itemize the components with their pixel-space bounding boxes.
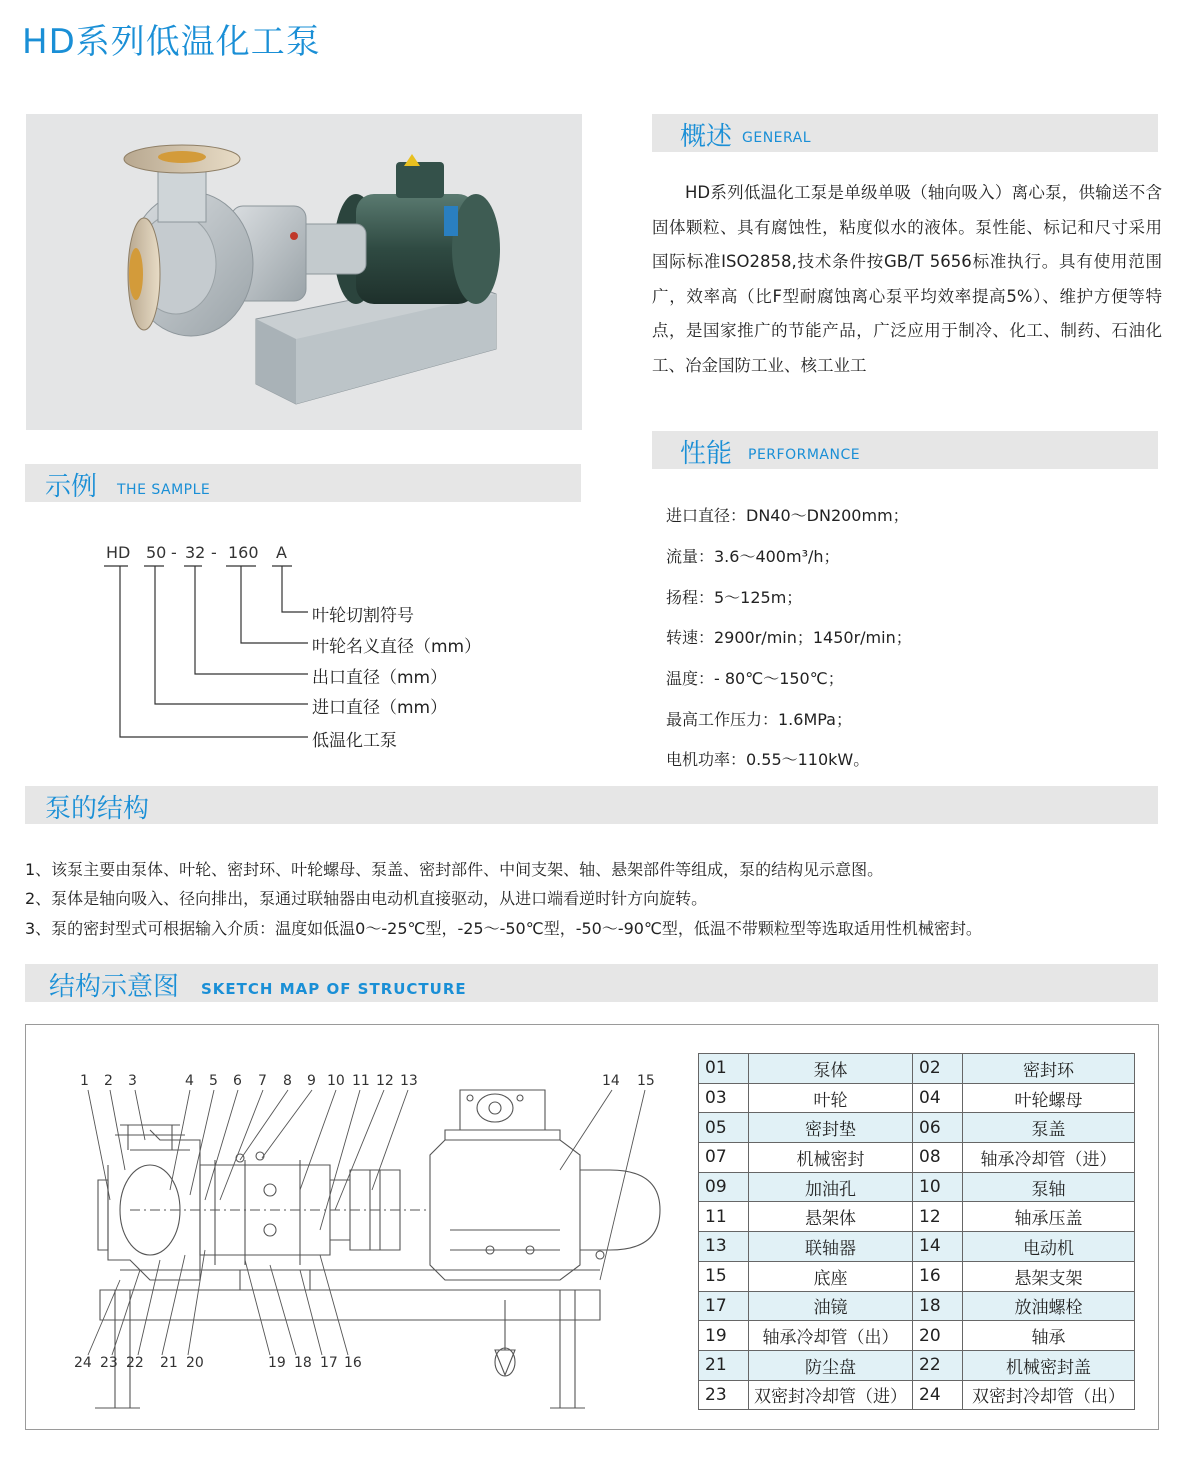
part-number: 21	[699, 1350, 749, 1380]
parts-table-row	[699, 1202, 1135, 1232]
sketch-heading: 结构示意图	[49, 972, 180, 1002]
part-name: 轴承	[963, 1321, 1135, 1351]
perf-item: 转速：2900r/min；1450r/min；	[666, 628, 912, 647]
structure-heading: 泵的结构	[45, 794, 150, 824]
sample-code-impeller: 160	[228, 543, 259, 562]
sample-code-inlet: 50	[146, 543, 167, 562]
part-name: 联轴器	[749, 1232, 913, 1262]
page-title: HD系列低温化工泵	[22, 22, 321, 62]
sample-label: 低温化工泵	[312, 731, 397, 751]
parts-table-row	[699, 1321, 1135, 1351]
part-name: 双密封冷却管（进）	[749, 1380, 913, 1410]
sketch-label: 13	[400, 1073, 418, 1089]
part-number: 13	[699, 1232, 749, 1262]
part-name: 悬架体	[749, 1202, 913, 1232]
part-name: 泵轴	[963, 1172, 1135, 1202]
perf-item: 电机功率：0.55～110kW。	[666, 750, 870, 769]
part-name: 泵体	[749, 1054, 913, 1084]
part-name: 加油孔	[749, 1172, 913, 1202]
part-name: 油镜	[749, 1291, 913, 1321]
part-name: 密封垫	[749, 1113, 913, 1143]
part-number: 17	[699, 1291, 749, 1321]
part-number: 24	[913, 1380, 963, 1410]
sketch-label: 24	[74, 1355, 92, 1371]
part-number: 02	[913, 1054, 963, 1084]
structure-line: 1、该泵主要由泵体、叶轮、密封环、叶轮螺母、泵盖、密封部件、中间支架、轴、悬架部件等组成，泵的结构见示意图。	[25, 860, 884, 879]
general-heading: 概述	[680, 122, 733, 152]
sketch-label: 15	[637, 1073, 655, 1089]
parts-table-row	[699, 1261, 1135, 1291]
perf-item: 流量：3.6～400m³/h；	[666, 547, 840, 566]
part-name: 机械密封盖	[963, 1350, 1135, 1380]
sample-code-cut: A	[276, 543, 287, 562]
sketch-heading-en: SKETCH MAP OF STRUCTURE	[201, 980, 467, 998]
parts-table-row	[699, 1232, 1135, 1262]
sketch-label: 7	[258, 1073, 267, 1089]
sketch-label: 11	[352, 1073, 370, 1089]
parts-table-row	[699, 1172, 1135, 1202]
parts-table-row	[699, 1083, 1135, 1113]
perf-item: 进口直径：DN40～DN200mm；	[666, 506, 909, 525]
sketch-label: 6	[233, 1073, 242, 1089]
sketch-label: 8	[283, 1073, 292, 1089]
part-number: 10	[913, 1172, 963, 1202]
part-name: 轴承压盖	[963, 1202, 1135, 1232]
sketch-label: 3	[128, 1073, 137, 1089]
part-name: 泵盖	[963, 1113, 1135, 1143]
part-number: 09	[699, 1172, 749, 1202]
perf-item: 扬程：5～125m；	[666, 588, 803, 607]
perf-item: 温度：- 80℃～150℃；	[666, 669, 844, 688]
part-number: 18	[913, 1291, 963, 1321]
part-number: 03	[699, 1083, 749, 1113]
sketch-label: 22	[126, 1355, 144, 1371]
sketch-label: 10	[327, 1073, 345, 1089]
part-number: 14	[913, 1232, 963, 1262]
sketch-label: 2	[104, 1073, 113, 1089]
sketch-label: 16	[344, 1355, 362, 1371]
part-name: 电动机	[963, 1232, 1135, 1262]
sample-heading: 示例	[45, 472, 98, 502]
part-name: 轴承冷却管（出）	[749, 1321, 913, 1351]
part-number: 08	[913, 1143, 963, 1173]
sample-code-outlet: 32	[185, 543, 206, 562]
general-heading-en: GENERAL	[742, 130, 812, 146]
sample-heading-en: THE SAMPLE	[117, 482, 211, 498]
sample-label: 叶轮名义直径（mm）	[312, 637, 482, 657]
parts-table-row	[699, 1054, 1135, 1084]
parts-table-row	[699, 1291, 1135, 1321]
part-number: 05	[699, 1113, 749, 1143]
part-name: 防尘盘	[749, 1350, 913, 1380]
sample-code-dash: -	[211, 543, 217, 562]
part-number: 06	[913, 1113, 963, 1143]
part-name: 双密封冷却管（出）	[963, 1380, 1135, 1410]
sample-label: 出口直径（mm）	[312, 668, 448, 688]
parts-table-row	[699, 1380, 1135, 1410]
part-number: 19	[699, 1321, 749, 1351]
sample-code-series: HD	[106, 543, 131, 562]
part-name: 叶轮	[749, 1083, 913, 1113]
part-name: 叶轮螺母	[963, 1083, 1135, 1113]
perf-item: 最高工作压力：1.6MPa；	[666, 710, 852, 729]
part-name: 悬架支架	[963, 1261, 1135, 1291]
performance-heading-en: PERFORMANCE	[748, 447, 861, 463]
sketch-label: 21	[160, 1355, 178, 1371]
part-number: 07	[699, 1143, 749, 1173]
part-number: 12	[913, 1202, 963, 1232]
sketch-label: 18	[294, 1355, 312, 1371]
sketch-label: 5	[209, 1073, 218, 1089]
sketch-label: 9	[307, 1073, 316, 1089]
part-number: 01	[699, 1054, 749, 1084]
parts-table	[698, 1053, 1135, 1410]
sketch-label: 4	[185, 1073, 194, 1089]
part-number: 20	[913, 1321, 963, 1351]
sketch-label: 1	[80, 1073, 89, 1089]
structure-line: 3、泵的密封型式可根据输入介质：温度如低温0～-25℃型，-25～-50℃型，-50～-90℃型，低温不带颗粒型等选取适用性机械密封。	[25, 919, 982, 938]
sketch-label: 19	[268, 1355, 286, 1371]
performance-heading: 性能	[680, 439, 733, 469]
part-name: 机械密封	[749, 1143, 913, 1173]
part-name: 轴承冷却管（进）	[963, 1143, 1135, 1173]
part-number: 15	[699, 1261, 749, 1291]
structure-line: 2、泵体是轴向吸入、径向排出，泵通过联轴器由电动机直接驱动，从进口端看逆时针方向旋转。	[25, 889, 708, 908]
part-number: 16	[913, 1261, 963, 1291]
sketch-label: 14	[602, 1073, 620, 1089]
general-text: HD系列低温化工泵是单级单吸（轴向吸入）离心泵，供输送不含固体颗粒、具有腐蚀性，粘度似水的液体。泵性能、标记和尺寸采用国际标准ISO2858,技术条件按GB/T 5656标准执行。具有使用范围广，效率高（比F型耐腐蚀离心泵平均效率提高5%）、维护方便等特点，是国家推广的节能产品，广泛应用于制冷、化工、制药、石油化工、冶金国防工业、核工业工	[652, 183, 1162, 375]
part-name: 密封环	[963, 1054, 1135, 1084]
part-number: 22	[913, 1350, 963, 1380]
sketch-label: 17	[320, 1355, 338, 1371]
part-number: 23	[699, 1380, 749, 1410]
sample-code-dash: -	[171, 543, 177, 562]
part-name: 底座	[749, 1261, 913, 1291]
part-number: 11	[699, 1202, 749, 1232]
part-number: 04	[913, 1083, 963, 1113]
sketch-label: 23	[100, 1355, 118, 1371]
parts-table-row	[699, 1350, 1135, 1380]
part-name: 放油螺栓	[963, 1291, 1135, 1321]
parts-table-row	[699, 1143, 1135, 1173]
sketch-label: 20	[186, 1355, 204, 1371]
parts-table-row	[699, 1113, 1135, 1143]
sketch-label: 12	[376, 1073, 394, 1089]
sample-label: 叶轮切割符号	[312, 606, 414, 626]
sample-label: 进口直径（mm）	[312, 698, 448, 718]
